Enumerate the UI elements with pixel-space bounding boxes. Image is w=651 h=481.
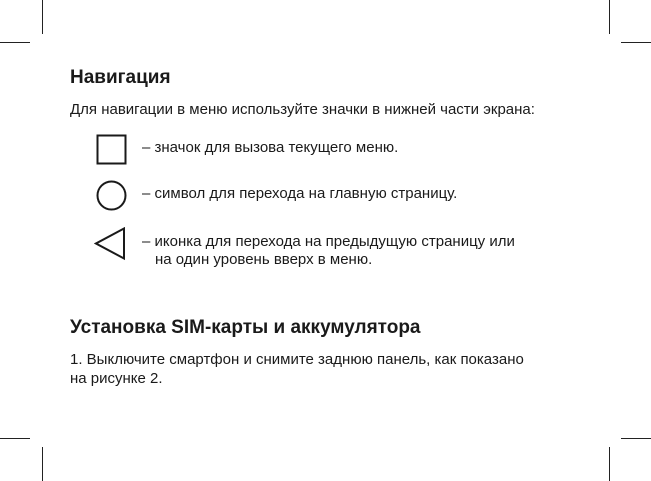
triangle-back-icon (94, 227, 126, 261)
crop-mark-bottom-left-vertical (42, 447, 43, 481)
crop-mark-bottom-right-vertical (609, 447, 610, 481)
crop-mark-top-right-horizontal (621, 42, 651, 43)
sim-install-step1-line1: 1. Выключите смартфон и снимите заднюю панель, как показано (70, 351, 524, 368)
navigation-intro: Для навигации в меню используйте значки в нижней части экрана: (70, 101, 535, 118)
crop-mark-bottom-right-horizontal (621, 438, 651, 439)
circle-home-icon (96, 180, 128, 212)
nav-item-menu-text: – значок для вызова текущего меню. (142, 139, 399, 156)
crop-mark-top-left-horizontal (0, 42, 30, 43)
nav-item-back-text (142, 233, 515, 269)
square-menu-icon (96, 134, 128, 166)
nav-item-home-text: – символ для перехода на главную страницу. (142, 185, 458, 202)
crop-mark-bottom-left-horizontal (0, 438, 30, 439)
nav-item-back-line1: – иконка для перехода на предыдущую страницу или (142, 233, 515, 250)
crop-mark-top-left-vertical (42, 0, 43, 34)
crop-mark-top-right-vertical (609, 0, 610, 34)
sim-install-heading: Установка SIM-карты и аккумулятора (70, 317, 421, 338)
navigation-heading: Навигация (70, 67, 171, 88)
nav-item-back-line2: на один уровень вверх в меню. (155, 251, 373, 268)
sim-install-step1-line2: на рисунке 2. (70, 370, 163, 387)
